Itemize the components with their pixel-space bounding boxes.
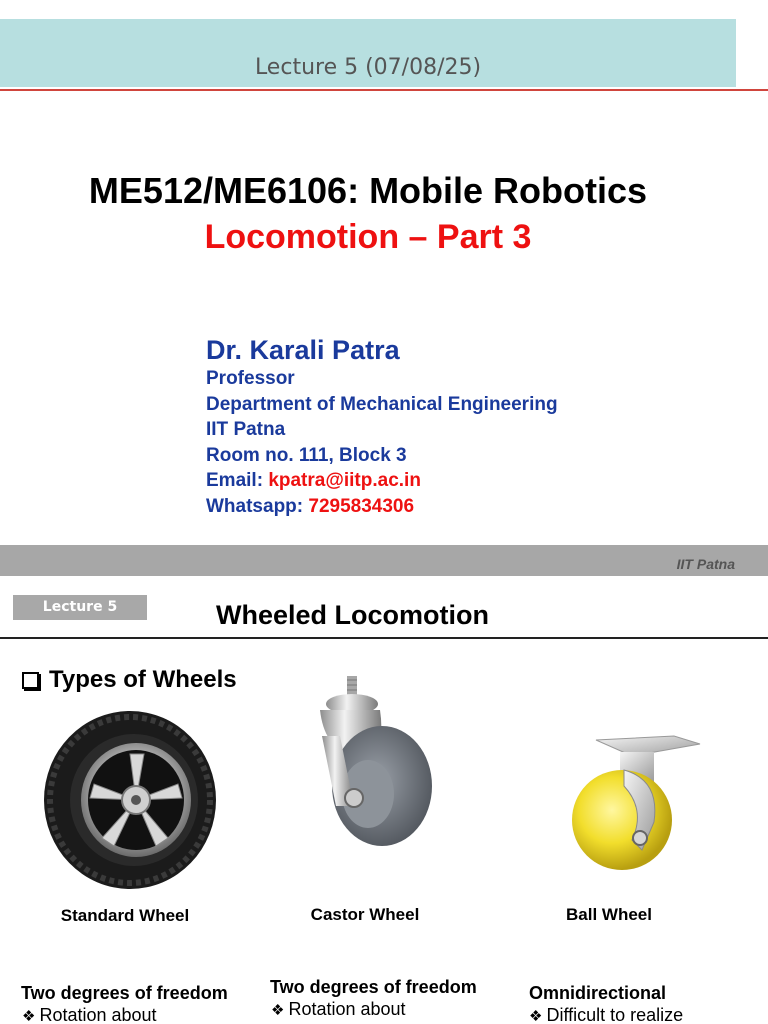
wheel-caption-ball: Ball Wheel [566, 905, 652, 924]
whatsapp-number: 7295834306 [308, 495, 415, 517]
lecture-date-label: Lecture 5 (07/08/25) [254, 55, 482, 80]
wheel-bullet-ball: ❖ Difficult to realize [529, 1005, 684, 1024]
instructor-email-row [206, 468, 558, 494]
instructor-department: Department of Mechanical Engineering [206, 393, 558, 415]
wheel-caption-castor: Castor Wheel [310, 905, 420, 924]
ball-wheel-image [562, 730, 702, 870]
standard-wheel-image [44, 710, 220, 890]
wheel-bullet-standard: ❖ Rotation about [22, 1005, 157, 1024]
lecture-badge: Lecture 5 [13, 595, 147, 620]
wheel-caption-standard: Standard Wheel [60, 906, 190, 925]
wheel-property-standard: Two degrees of freedom [21, 983, 228, 1003]
castor-wheel-image [310, 676, 436, 850]
wheel-property-castor: Two degrees of freedom [270, 977, 477, 997]
slide-title: Wheeled Locomotion [216, 600, 489, 630]
email-link[interactable]: kpatra@iitp.ac.in [268, 470, 421, 491]
wheel-bullet-castor: ❖ Rotation about [271, 999, 406, 1019]
instructor-room: Room no. 111, Block 3 [206, 444, 407, 466]
diamond-bullet-icon: ❖ [22, 1008, 36, 1024]
whatsapp-label: Whatsapp: [206, 495, 304, 517]
lecture-subtitle: Locomotion – Part 3 [204, 218, 532, 256]
footer-institute: IIT Patna [676, 556, 735, 572]
instructor-whatsapp-row [206, 494, 558, 520]
checkbox-bullet-icon [22, 672, 39, 689]
diamond-bullet-icon: ❖ [271, 1002, 285, 1019]
wheel-property-ball: Omnidirectional [529, 983, 667, 1003]
section-heading-text: Types of Wheels [49, 666, 237, 693]
diamond-bullet-icon: ❖ [529, 1008, 543, 1024]
section-heading [22, 666, 237, 694]
title-divider [0, 637, 768, 639]
header-divider [0, 89, 768, 91]
instructor-institute: IIT Patna [206, 419, 286, 440]
instructor-block [206, 334, 558, 519]
course-title: ME512/ME6106: Mobile Robotics [88, 170, 648, 211]
instructor-name: Dr. Karali Patra [206, 335, 400, 365]
email-label: Email: [206, 470, 264, 491]
instructor-position: Professor [206, 368, 295, 389]
slide-separator-bar [0, 545, 768, 576]
